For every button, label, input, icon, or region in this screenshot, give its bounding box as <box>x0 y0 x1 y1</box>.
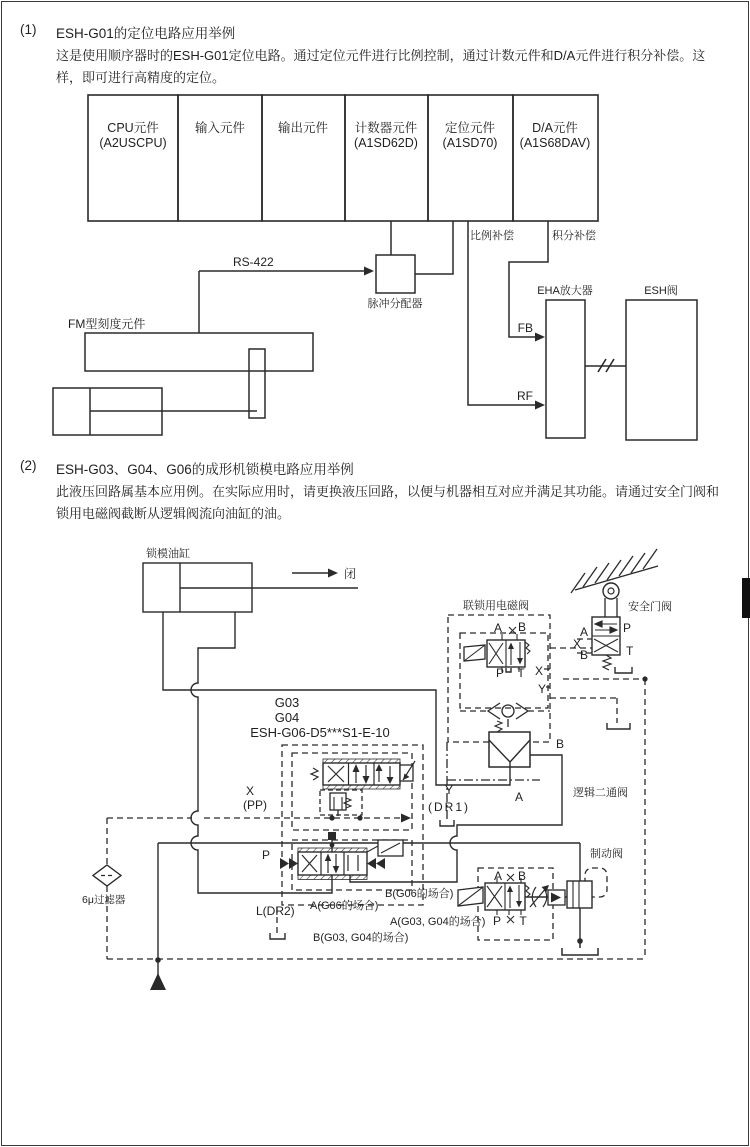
close-label: 闭 <box>344 567 357 581</box>
clamp-cylinder-label: 锁模油缸 <box>146 548 190 560</box>
diagram-positioning-circuit <box>0 85 750 455</box>
pilot-valve-symbol <box>311 759 415 789</box>
module-counter-name: 计数器元件 <box>354 121 418 135</box>
model-g03-label: G03 <box>274 695 300 710</box>
module-positioning-name: 定位元件 <box>444 121 496 135</box>
integral-comp-label: 积分补偿 <box>552 230 596 242</box>
b-g03-g04-label: B(G03, G04的场合) <box>313 932 409 944</box>
filter-symbol <box>93 865 121 886</box>
a-g03-g04-label: A(G03, G04的场合) <box>390 916 486 928</box>
esh-valve-label: ESH阀 <box>644 285 678 297</box>
module-cpu-name: CPU元件 <box>107 121 159 135</box>
brake-port-a: A <box>493 869 503 883</box>
section-2-body: 此液压回路属基本应用例。在实际应用时，请更换液压回路，以便与机器相互对应并满足其功能。请通过安全门阀和锁用电磁阀截断从逻辑阀流向油缸的油。 <box>56 484 720 521</box>
safety-valve-label: 安全门阀 <box>628 601 672 613</box>
roller-icon <box>603 583 619 599</box>
logic-port-b: B <box>556 737 565 751</box>
model-g04-label: G04 <box>274 710 300 725</box>
fb-label: FB <box>517 321 533 335</box>
section-1-heading <box>20 22 726 42</box>
section-1-body: 这是使用顺序器时的ESH-G01定位电路。通过定位元件进行比例控制，通过计数元件和D/A元件进行积分补偿。这样，即可进行高精度的定位。 <box>56 48 706 85</box>
x-pp-x: X <box>245 784 255 798</box>
l-dr2-label: L(DR2) <box>256 904 295 918</box>
interlock-port-t: T <box>517 666 525 680</box>
section-1 <box>20 22 726 89</box>
rf-label: RF <box>517 389 533 403</box>
page-edge-tab <box>742 578 750 618</box>
safety-port-b: B <box>579 648 588 662</box>
section-2-number: (2) <box>20 458 37 473</box>
module-da-name: D/A元件 <box>532 121 578 135</box>
logic-port-a: A <box>515 790 524 804</box>
interlock-port-p: P <box>495 666 505 680</box>
section-1-number: (1) <box>20 22 37 37</box>
shuttle-valve-symbol <box>488 703 528 719</box>
pump-source-arrow <box>150 973 166 990</box>
interlock-valve-label: 联锁用电磁阀 <box>463 600 529 612</box>
safety-port-t: T <box>626 644 634 658</box>
diagram-clamping-circuit <box>0 535 750 1025</box>
filter-label: 6μ过滤器 <box>82 894 126 906</box>
p-main-label: P <box>261 848 271 862</box>
y-dr1-y: Y <box>444 783 454 797</box>
module-row <box>88 95 598 221</box>
section-2-heading <box>20 458 726 478</box>
interlock-port-a: A <box>493 621 503 635</box>
module-input-name: 输入元件 <box>194 121 246 135</box>
model-code-label: ESH-G06-D5***S1-E-10 <box>250 725 390 740</box>
x-pp-pp: (PP) <box>243 798 267 812</box>
fm-scale-label: FM型刻度元件 <box>68 317 146 331</box>
safety-port-p: P <box>623 621 632 635</box>
module-cpu-code: (A2USCPU) <box>99 136 167 150</box>
proportional-comp-label: 比例补偿 <box>470 230 514 242</box>
logic-valve-label: 逻辑二通阀 <box>573 787 628 799</box>
module-positioning-code: (A1SD70) <box>442 136 498 150</box>
interlock-port-x: X <box>534 664 544 678</box>
module-output-name: 输出元件 <box>277 121 329 135</box>
safety-port-a: A <box>579 625 588 639</box>
section-2-title: ESH-G03、G04、G06的成形机锁模电路应用举例 <box>56 462 354 477</box>
diagram1-line-labels <box>68 228 678 403</box>
module-counter-code: (A1SD62D) <box>354 136 418 150</box>
section-2 <box>20 458 726 525</box>
diagram1-wiring <box>53 221 697 440</box>
eha-amp-label: EHA放大器 <box>537 285 593 297</box>
interlock-port-b: B <box>517 620 527 634</box>
brake-port-p: P <box>492 914 502 928</box>
rs422-label: RS-422 <box>233 255 274 269</box>
y-dr1-dr1: (DR1) <box>428 800 470 814</box>
brake-valve-label: 制动阀 <box>590 848 623 860</box>
brake-port-t: T <box>519 914 527 928</box>
module-da-code: (A1S68DAV) <box>519 136 591 150</box>
brake-port-b: B <box>517 869 527 883</box>
logic-valve-symbol <box>489 721 530 767</box>
safety-port-x: X <box>572 637 581 651</box>
reducing-valve-symbol <box>330 793 351 810</box>
pulse-distributor-label: 脉冲分配器 <box>367 298 423 310</box>
b-g06-label: B(G06的场合) <box>385 888 454 900</box>
section-1-title: ESH-G01的定位电路应用举例 <box>56 26 236 41</box>
interlock-port-y: Y <box>537 682 547 696</box>
a-g06-label: A(G06的场合) <box>310 900 379 912</box>
main-valve-symbol <box>280 840 403 880</box>
